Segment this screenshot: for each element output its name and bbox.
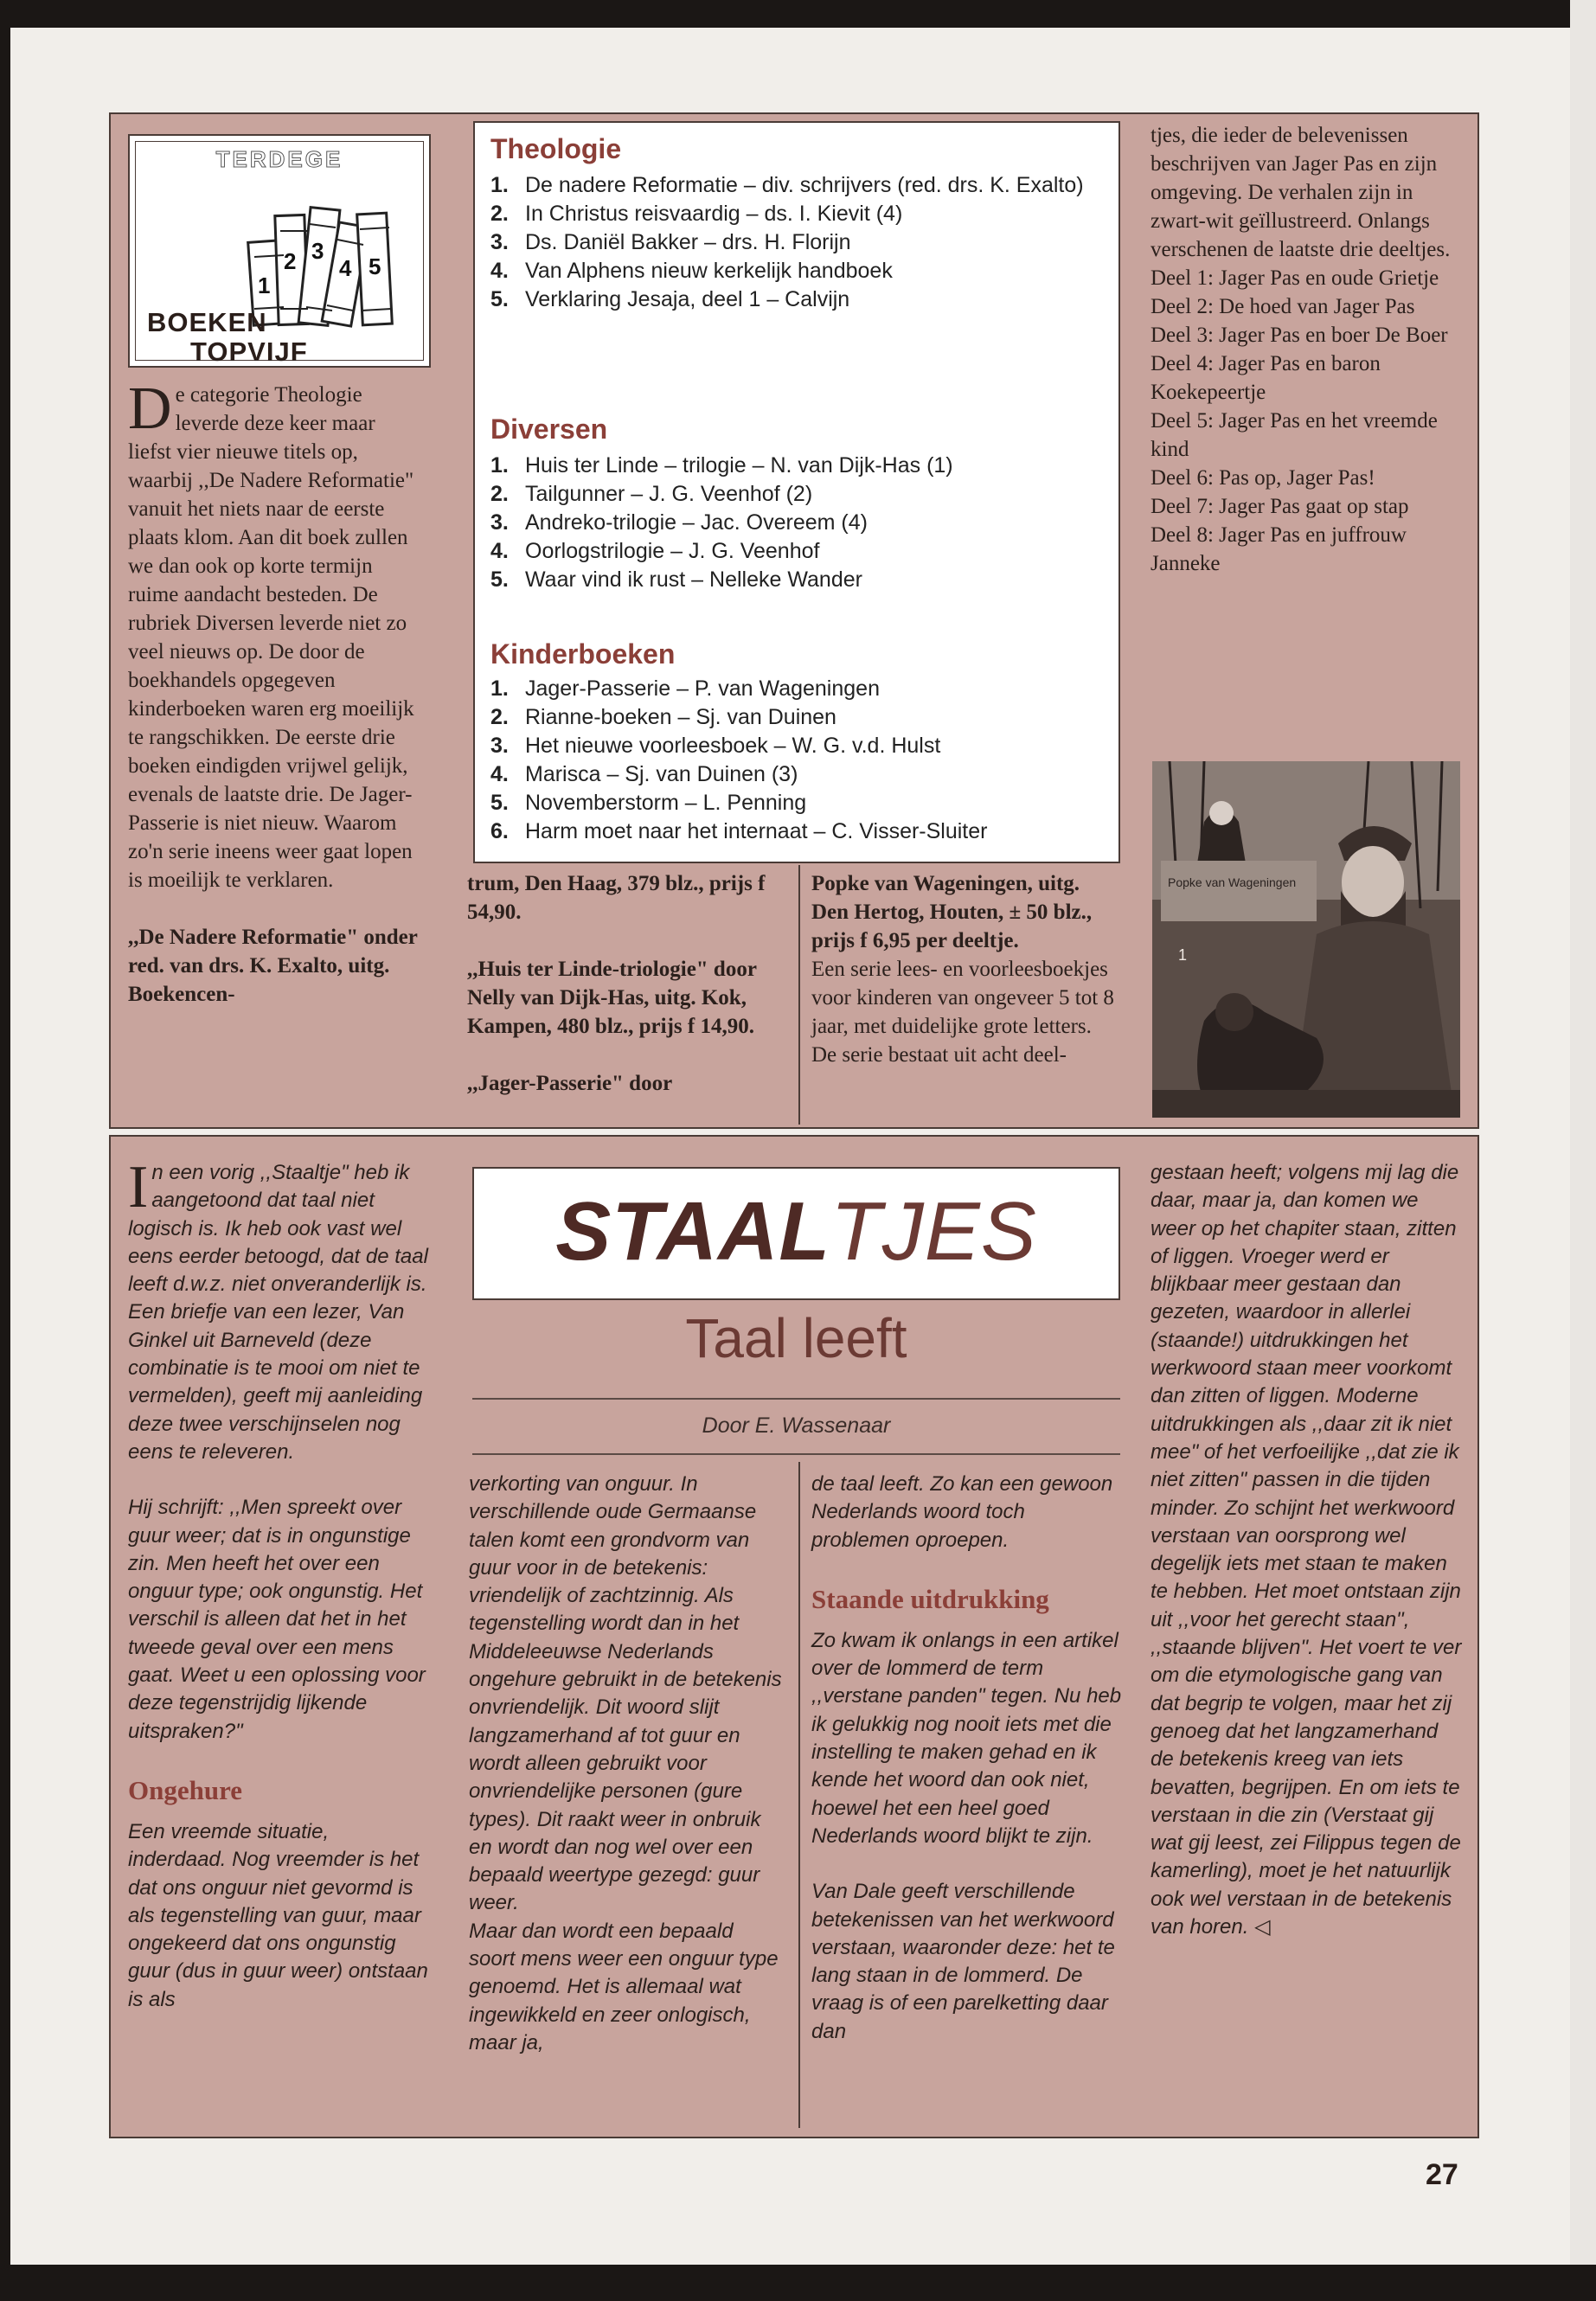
topvijf-list-box: [473, 121, 1120, 863]
staaltjes-column-2: [469, 1471, 785, 2057]
col1-para3: Een vreemde situatie, inderdaad. Nog vreemder is het dat ons onguur niet gevormd is als tegenstelling van guur, maar ongekeerd dat ons ongunstig guur (dus in guur weer) ontstaan is als: [128, 1819, 428, 2011]
col3-para2: Zo kwam ik onlangs in een artikel over de lommerd de term ,,verstane panden" tegen. Nu heb ik gelukkig nog nooit iets met die instelling te maken gehad en ik kende het woord dan ook niet, hoewel het een heel goed Nederlands woord blijkt te zijn.: [811, 1628, 1122, 1848]
boeken-review-column-b: [811, 869, 1118, 1069]
article-headline: Taal leeft: [685, 1307, 907, 1369]
scan-border-left: [0, 0, 10, 2301]
book-cover-photo: [1152, 761, 1460, 1118]
list-item: 2. In Christus reisvaardig – ds. I. Kievit (4): [490, 202, 903, 226]
deel-item: Deel 8: Jager Pas en juffrouw Janneke: [1151, 523, 1407, 575]
scan-border-bottom: [0, 2265, 1596, 2301]
category-title: Diversen: [490, 413, 608, 445]
illustration-hunter-dog: [1152, 761, 1460, 1118]
page-number: 27: [1426, 2158, 1458, 2191]
terdege-logo: [128, 134, 431, 368]
list-item: 5. Novemberstorm – L. Penning: [490, 791, 807, 815]
subhead-staande-uitdrukking: Staande uitdrukking: [811, 1583, 1049, 1614]
book-number: 4: [339, 255, 352, 281]
deel-item: Deel 4: Jager Pas en baron Koekepeertje: [1151, 352, 1381, 404]
book-number: 3: [311, 238, 324, 264]
scan-border-right: [1570, 0, 1596, 2301]
review-nadere-reformatie-cont: trum, Den Haag, 379 blz., prijs f 54,90.: [467, 872, 766, 924]
staaltjes-column-1: [128, 1154, 433, 2014]
deel-item: Deel 6: Pas op, Jager Pas!: [1151, 466, 1375, 490]
drop-cap: I: [128, 1154, 149, 1221]
deel-item: Deel 7: Jager Pas gaat op stap: [1151, 495, 1409, 518]
logo-brand: TERDEGE: [215, 146, 343, 172]
category-list-diversen: [490, 452, 1106, 594]
review-jager-passerie-desc: Een serie lees- en voorleesboekjes voor kinderen van ongeveer 5 tot 8 jaar, met duidelijke grote letters. De serie bestaat uit acht deel-: [811, 958, 1114, 1067]
article-byline: Door E. Wassenaar: [702, 1413, 891, 1438]
list-item: 6. Harm moet naar het internaat – C. Visser-Sluiter: [490, 819, 988, 843]
right-col-intro: tjes, die ieder de belevenissen beschrijven van Jager Pas en zijn omgeving. De verhalen zijn in zwart-wit geïllustreerd. Onlangs verschenen de laatste drie deeltjes.: [1151, 124, 1451, 261]
book-number: 2: [284, 248, 297, 274]
drop-cap: D: [128, 375, 172, 442]
list-item: 1. De nadere Reformatie – div. schrijvers (red. drs. K. Exalto): [490, 173, 1084, 197]
book-number: 5: [369, 253, 381, 279]
list-item: 2. Tailgunner – J. G. Veenhof (2): [490, 482, 813, 506]
review-jager-passerie-cont: Popke van Wageningen, uitg. Den Hertog, Houten, ± 50 blz., prijs f 6,95 per deeltje.: [811, 872, 1093, 952]
category-title: Kinderboeken: [490, 638, 676, 670]
col1-para1: n een vorig ,,Staaltje" heb ik aangetoond dat taal niet logisch is. Ik heb ook vast wel eens eerder betoogd, dat de taal leeft d.w.z. niet onveranderlijk is. Een briefje van een lezer, Van Ginkel uit Barneveld (deze combinatie is te mooi om niet te vermelden), geeft mij aanleiding deze twee verschijnselen nog eens te releveren.: [128, 1161, 428, 1464]
deel-item: Deel 1: Jager Pas en oude Grietje: [1151, 266, 1439, 290]
list-item: 4. Marisca – Sj. van Duinen (3): [490, 762, 798, 786]
column-rule: [798, 1462, 800, 2128]
review-huis-ter-linde: ,,Huis ter Linde-triologie" door Nelly van Dijk-Has, uitg. Kok, Kampen, 480 blz., prijs f 14,90.: [467, 958, 757, 1038]
boeken-intro-column: [128, 375, 422, 1009]
col3-para1: de taal leeft. Zo kan een gewoon Nederlands woord toch problemen oproepen.: [811, 1472, 1113, 1552]
scan-border-top: [0, 0, 1596, 28]
list-item: 2. Rianne-boeken – Sj. van Duinen: [490, 705, 836, 729]
deel-item: Deel 3: Jager Pas en boer De Boer: [1151, 324, 1448, 347]
list-item: 3. Het nieuwe voorleesboek – W. G. v.d. Hulst: [490, 734, 941, 758]
list-item: 1. Huis ter Linde – trilogie – N. van Dijk-Has (1): [490, 453, 953, 478]
col3-para3: Van Dale geeft verschillende betekenissen van het werkwoord verstaan, waaronder deze: het te lang staan in de lommerd. De vraag is of een parelketting daar dan: [811, 1880, 1115, 2043]
deel-item: Deel 2: De hoed van Jager Pas: [1151, 295, 1415, 318]
staaltjes-title: STAALTJES: [555, 1185, 1037, 1278]
list-item: 5. Verklaring Jesaja, deel 1 – Calvijn: [490, 287, 850, 311]
intro-text: e categorie Theologie leverde deze keer maar liefst vier nieuwe titels op, waarbij ,,De Nadere Reformatie" vanuit het niets naar de eerste plaats klom. Aan dit boek zullen we dan ook op korte termijn ruime aandacht besteden. De rubriek Diversen leverde niet zo veel nieuws op. De door de boekhandels opgegeven kinderboeken waren erg moeilijk te rangschikken. De eerste drie boeken eindigden vrijwel gelijk, evenals de laatste drie. De Jager-Passerie is niet nieuw. Waarom zo'n serie ineens weer gaat lopen is moeilijk te verklaren.: [128, 383, 414, 892]
logo-topvijf: TOPVIJF: [190, 336, 308, 367]
staaltjes-title-box: [472, 1167, 1120, 1300]
subhead-ongehure: Ongehure: [128, 1774, 243, 1805]
list-item: 3. Andreko-trilogie – Jac. Overeem (4): [490, 510, 868, 535]
list-item: 3. Ds. Daniël Bakker – drs. H. Florijn: [490, 230, 851, 254]
staaltjes-column-3: [811, 1471, 1123, 2046]
category-list-kinderboeken: [490, 675, 1106, 846]
col2-para1: verkorting van onguur. In verschillende oude Germaanse talen komt een grondvorm van guur voor in de betekenis: vriendelijk of zachtzinnig. Als tegenstelling wordt dan in het Middeleeuwse Nederlands ongehure gebruikt in de betekenis onvriendelijk. Dit woord slijt langzamerhand af tot guur en wordt alleen gebruikt voor onvriendelijke personen (gure types). Dit raakt weer in onbruik en wordt dan nog wel over een bepaald weertype gezegd: guur weer.: [469, 1472, 782, 1915]
list-item: 5. Waar vind ik rust – Nelleke Wander: [490, 567, 862, 592]
end-mark-icon: ◁: [1254, 1915, 1271, 1939]
review-nadere-reformatie: ,,De Nadere Reformatie" onder red. van drs. K. Exalto, uitg. Boekencen-: [128, 926, 418, 1006]
book-number: 1: [258, 272, 271, 298]
col2-para2: Maar dan wordt een bepaald soort mens weer een onguur type genoemd. Het is allemaal wat ingewikkeld en zeer onlogisch, maar ja,: [469, 1919, 779, 2054]
list-item: 1. Jager-Passerie – P. van Wageningen: [490, 676, 880, 701]
headline-rule-bottom: [472, 1453, 1120, 1455]
headline-rule-top: [472, 1398, 1120, 1400]
column-rule: [798, 865, 800, 1125]
col1-para2: Hij schrijft: ,,Men spreekt over guur weer; dat is in ongunstige zin. Men heeft het over een onguur type; ook ongunstig. Het verschil is alleen dat het in het tweede geval over een mens gaat. Weet u een oplossing voor deze tegenstrijdig lijkende uitspraken?": [128, 1496, 426, 1743]
cover-number: 1: [1178, 946, 1188, 964]
category-title: Theologie: [490, 133, 622, 164]
deel-item: Deel 5: Jager Pas en het vreemde kind: [1151, 409, 1438, 461]
review-jager-passerie: ,,Jager-Passerie" door: [467, 1072, 673, 1095]
logo-boeken: BOEKEN: [147, 307, 267, 337]
category-list-theologie: [490, 171, 1106, 314]
boeken-review-column-a: [467, 869, 789, 1098]
cover-author-text: Popke van Wageningen: [1168, 875, 1297, 889]
staaltjes-column-4: [1151, 1159, 1466, 1941]
col4-para1: gestaan heeft; volgens mij lag die daar, maar ja, dan komen we weer op het chapiter staan, zitten of liggen. Vroeger werd er blijkbaar meer gestaan dan gezeten, waardoor in allerlei (staande!) uitdrukkingen het werkwoord staan meer voorkomt dan zitten of liggen. Moderne uitdrukkingen als ,,daar zit ik niet mee" of het verfoeilijke ,,dat zie ik niet zitten" passen in die tijden minder. Zo schijnt het werkwoord verstaan van oorsprong wel degelijk iets met staan te maken te hebben. Het moet ontstaan zijn uit ,,voor het gerecht staan", ,,staande blijven". Het voert te ver om die etymologische gang van dat begrip te volgen, maar het zij genoeg dat het langzamerhand de betekenis kreeg van iets bevatten, begrijpen. En om iets te verstaan in die zin (Verstaat gij wat gij leest, zei Filippus tegen de kamerling), moet je het natuurlijk ook wel verstaan in de betekenis van horen.: [1151, 1161, 1462, 1939]
boeken-right-column: [1151, 121, 1466, 578]
list-item: 4. Oorlogstrilogie – J. G. Veenhof: [490, 539, 820, 563]
list-item: 4. Van Alphens nieuw kerkelijk handboek: [490, 259, 893, 283]
